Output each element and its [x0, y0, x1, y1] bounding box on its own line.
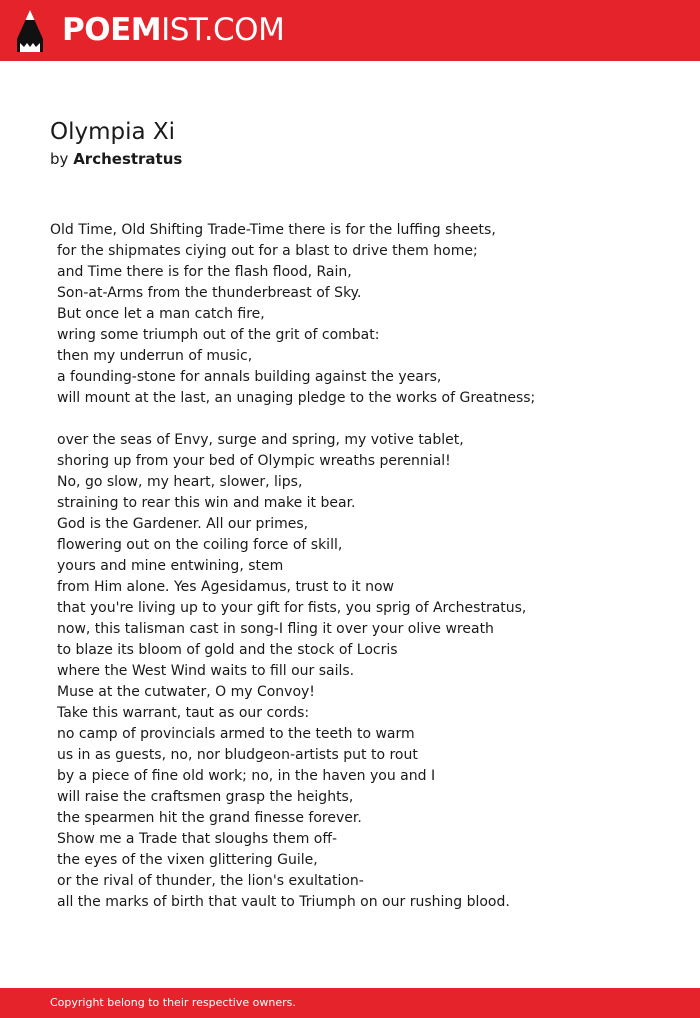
poem-title: Olympia Xi: [50, 119, 176, 145]
site-name-bold: POEM: [62, 12, 162, 48]
poem-line: a founding-stone for annals building against the years,: [57, 369, 442, 385]
site-footer: [0, 988, 700, 1018]
poem-line: to blaze its bloom of gold and the stock of Locris: [57, 642, 398, 658]
poem-line: us in as guests, no, nor bludgeon-artists put to rout: [57, 747, 418, 763]
poem-line: from Him alone. Yes Agesidamus, trust to it now: [57, 579, 395, 595]
poem-line: the spearmen hit the grand finesse forever.: [57, 810, 362, 826]
poem-line: over the seas of Envy, surge and spring, my votive tablet,: [57, 432, 464, 448]
poem-line: God is the Gardener. All our primes,: [57, 516, 309, 532]
poem-line: then my underrun of music,: [57, 348, 253, 364]
copyright-text: Copyright belong to their respective owners.: [50, 996, 296, 1009]
poem-line: Muse at the cutwater, O my Convoy!: [57, 684, 315, 700]
poem-line: by a piece of fine old work; no, in the haven you and I: [57, 768, 436, 784]
poem-line: the eyes of the vixen glittering Guile,: [57, 852, 318, 868]
byline: [50, 149, 182, 169]
by-label: by: [50, 150, 69, 168]
poem-line: flowering out on the coiling force of skill,: [57, 537, 343, 553]
poem-line: Show me a Trade that sloughs them off-: [57, 831, 338, 847]
poem-line: Old Time, Old Shifting Trade-Time there is for the luffing sheets,: [50, 222, 496, 238]
poem-line: will raise the craftsmen grasp the heights,: [57, 789, 354, 805]
poem-line: But once let a man catch fire,: [57, 306, 265, 322]
poem-line: all the marks of birth that vault to Triumph on our rushing blood.: [57, 894, 510, 910]
poem-line: shoring up from your bed of Olympic wreaths perennial!: [57, 453, 451, 469]
poem-line: and Time there is for the flash flood, Rain,: [57, 264, 352, 280]
pencil-icon[interactable]: [16, 9, 44, 53]
site-header: [0, 0, 700, 61]
poem-line: that you're living up to your gift for fists, you sprig of Archestratus,: [57, 600, 527, 616]
poem-line: or the rival of thunder, the lion's exultation-: [57, 873, 364, 889]
poem-line: yours and mine entwining, stem: [57, 558, 284, 574]
poem-line: no camp of provincials armed to the teeth to warm: [57, 726, 415, 742]
poem-line: will mount at the last, an unaging pledge to the works of Greatness;: [57, 390, 536, 406]
author-name: Archestratus: [73, 150, 183, 168]
poem-line: wring some triumph out of the grit of combat:: [57, 327, 380, 343]
stanza-break: [50, 409, 670, 430]
poem-line: now, this talisman cast in song-I fling it over your olive wreath: [57, 621, 494, 637]
site-name-thin: IST.COM: [161, 12, 285, 48]
poem-line: No, go slow, my heart, slower, lips,: [57, 474, 303, 490]
poem-line: where the West Wind waits to fill our sails.: [57, 663, 355, 679]
poem-line: Take this warrant, taut as our cords:: [57, 705, 310, 721]
site-logo[interactable]: [62, 11, 284, 49]
poem-line: for the shipmates ciying out for a blast to drive them home;: [57, 243, 478, 259]
poem-line: Son-at-Arms from the thunderbreast of Sky.: [57, 285, 362, 301]
poem-body: [50, 220, 670, 913]
poem-line: straining to rear this win and make it bear.: [57, 495, 356, 511]
